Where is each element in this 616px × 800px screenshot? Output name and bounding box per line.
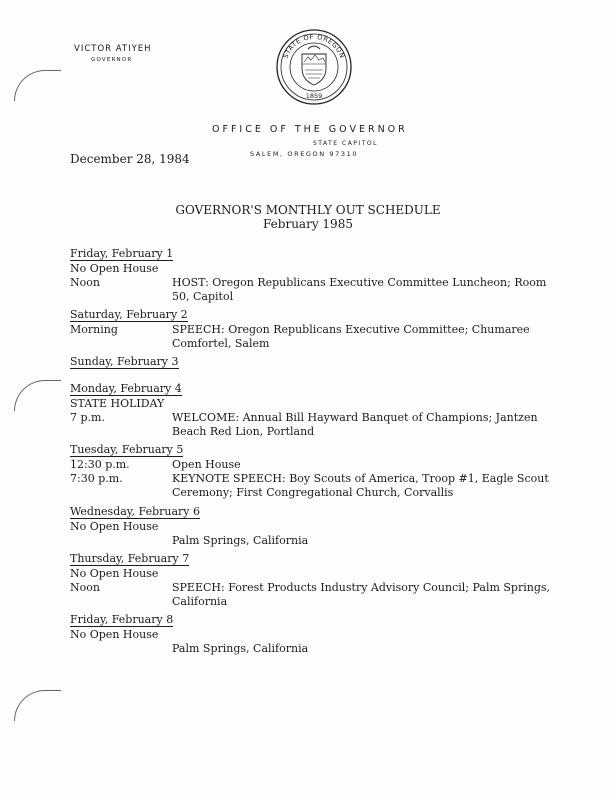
day-heading: Wednesday, February 6 <box>70 505 200 518</box>
entry-event: KEYNOTE SPEECH: Boy Scouts of America, Troop #1, Eagle Scout <box>172 472 549 485</box>
entry-event: Open House <box>172 458 241 471</box>
entry-time: No Open House <box>70 262 159 275</box>
entry-event: SPEECH: Forest Products Industry Advisory Council; Palm Springs, <box>172 581 551 594</box>
entry-time: No Open House <box>70 520 159 533</box>
day-heading: Tuesday, February 5 <box>70 443 184 456</box>
entry-event: HOST: Oregon Republicans Executive Committee Luncheon; Room <box>172 276 547 289</box>
schedule-title: GOVERNOR'S MONTHLY OUT SCHEDULE <box>175 203 441 217</box>
entry-time: 7 p.m. <box>70 411 105 424</box>
entry-event-continued: Ceremony; First Congregational Church, Corvallis <box>172 486 454 499</box>
day-heading: Friday, February 8 <box>70 613 174 626</box>
entry-time: Noon <box>70 581 100 594</box>
office-city: SALEM, OREGON 97310 <box>250 150 359 158</box>
day-heading: Sunday, February 3 <box>70 355 179 368</box>
entry-time: Morning <box>70 323 118 336</box>
entry-event-continued: California <box>172 595 228 608</box>
entry-time: No Open House <box>70 567 159 580</box>
entry-event-continued: 50, Capitol <box>172 290 234 303</box>
schedule-subtitle: February 1985 <box>263 217 353 231</box>
entry-event: WELCOME: Annual Bill Hayward Banquet of Champions; Jantzen <box>172 411 538 424</box>
oregon-state-seal <box>275 28 353 106</box>
punch-hole-mark <box>14 380 61 411</box>
day-heading: Saturday, February 2 <box>70 308 188 321</box>
office-building: STATE CAPITOL <box>313 140 378 147</box>
entry-event: Palm Springs, California <box>172 642 309 655</box>
entry-event: SPEECH: Oregon Republicans Executive Committee; Chumaree <box>172 323 530 336</box>
day-heading: Monday, February 4 <box>70 382 182 395</box>
governor-title: GOVERNOR <box>91 57 133 63</box>
punch-hole-mark <box>14 690 61 721</box>
entry-event-continued: Comfortel, Salem <box>172 337 270 350</box>
entry-time: No Open House <box>70 628 159 641</box>
seal-text: STATE OF OREGON <box>281 32 347 60</box>
entry-event-continued: Beach Red Lion, Portland <box>172 425 315 438</box>
office-title: OFFICE OF THE GOVERNOR <box>212 124 408 135</box>
day-heading: Friday, February 1 <box>70 247 174 260</box>
entry-time: 12:30 p.m. <box>70 458 130 471</box>
day-heading: Thursday, February 7 <box>70 552 190 565</box>
entry-time: 7:30 p.m. <box>70 472 123 485</box>
document-date: December 28, 1984 <box>70 152 190 166</box>
entry-event: Palm Springs, California <box>172 534 309 547</box>
entry-time: Noon <box>70 276 100 289</box>
punch-hole-mark <box>14 70 61 101</box>
governor-name: VICTOR ATIYEH <box>74 44 152 54</box>
seal-year: 1859 <box>305 92 323 100</box>
entry-time: STATE HOLIDAY <box>70 397 165 410</box>
